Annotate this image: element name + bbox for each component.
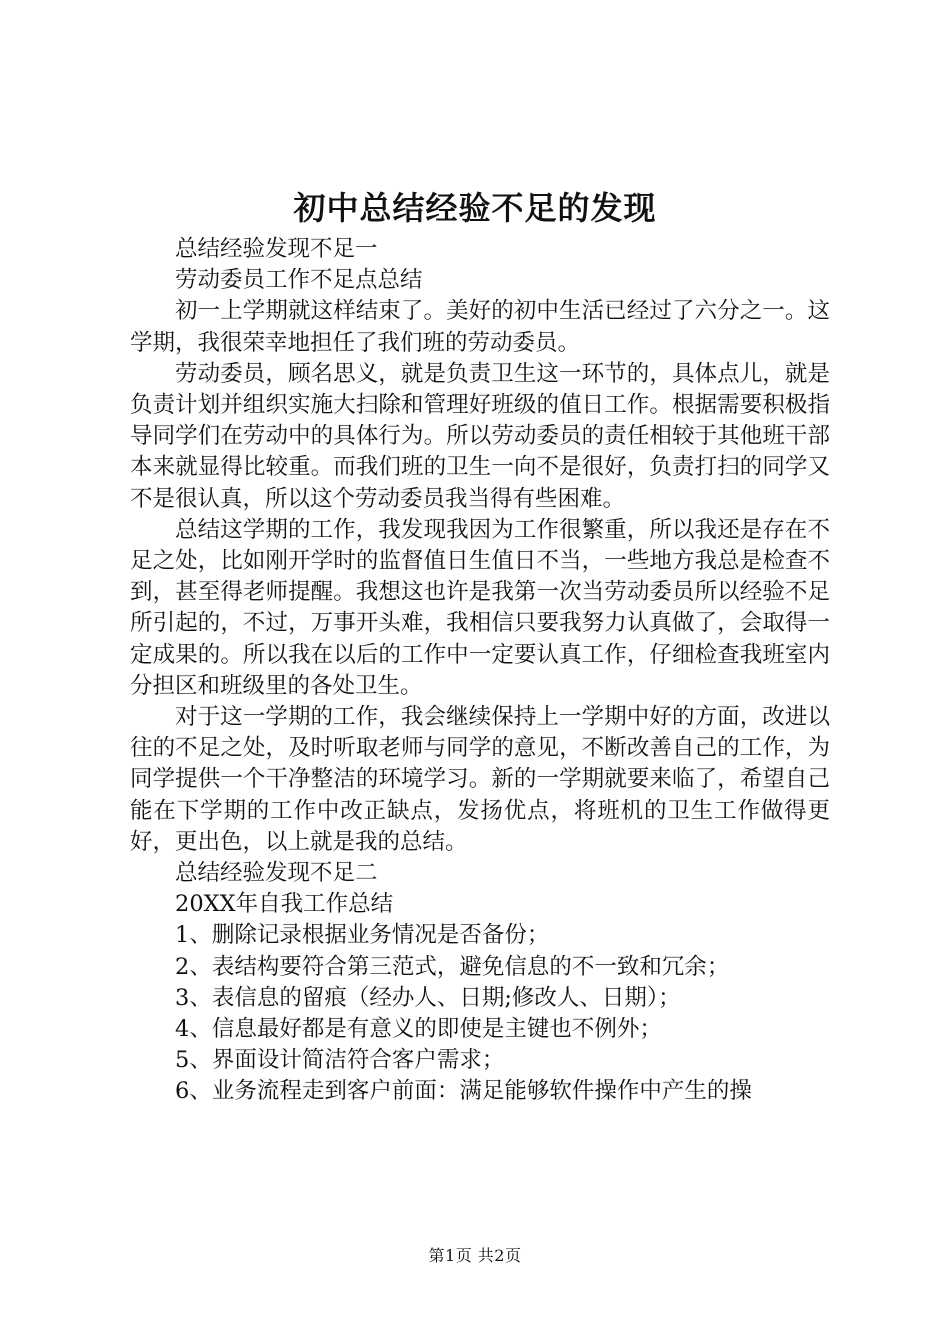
body-paragraph: 对于这一学期的工作，我会继续保持上一学期中好的方面，改进以往的不足之处，及时听取老师与同学的意见，不断改善自己的工作，为同学提供一个干净整洁的环境学习。新的一学期就要来临了，希望自己能在下学期的工作中改正缺点，发扬优点，将班机的卫生工作做得更好，更出色，以上就是我的总结。 <box>130 704 830 855</box>
list-item: 6、业务流程走到客户前面：满足能够软件操作中产生的操 <box>175 1078 752 1105</box>
list-item: 2、表结构要符合第三范式，避免信息的不一致和冗余； <box>175 953 730 980</box>
document-title: 初中总结经验不足的发现 <box>293 189 657 227</box>
body-paragraph: 总结这学期的工作，我发现我因为工作很繁重，所以我还是存在不足之处，比如刚开学时的监督值日生值日不当，一些地方我总是检查不到，甚至得老师提醒。我想这也许是我第一次当劳动委员所以经验不足所引起的，不过，万事开头难，我相信只要我努力认真做了，会取得一定成果的。所以我在以后的工作中一定要认真工作，仔细检查我班室内分担区和班级里的各处卫生。 <box>130 516 830 699</box>
list-item: 3、表信息的留痕（经办人、日期;修改人、日期）； <box>175 984 681 1011</box>
list-item: 5、界面设计简洁符合客户需求； <box>175 1047 505 1074</box>
page-number-footer: 第1页 共2页 <box>428 1246 522 1265</box>
subsection-heading: 劳动委员工作不足点总结 <box>175 267 423 294</box>
subsection-heading: 20XX年自我工作总结 <box>175 891 394 918</box>
body-paragraph: 劳动委员，顾名思义，就是负责卫生这一环节的，具体点儿，就是负责计划并组织实施大扫除和管理好班级的值日工作。根据需要积极指导同学们在劳动中的具体行为。所以劳动委员的责任相较于其他班干部本来就显得比较重。而我们班的卫生一向不是很好，负责打扫的同学又不是很认真，所以这个劳动委员我当得有些困难。 <box>130 360 830 512</box>
section-heading: 总结经验发现不足一 <box>175 236 378 262</box>
body-paragraph: 初一上学期就这样结束了。美好的初中生活已经过了六分之一。这学期，我很荣幸地担任了我们班的劳动委员。 <box>130 298 830 356</box>
list-item: 4、信息最好都是有意义的即使是主键也不例外； <box>175 1016 662 1043</box>
section-heading: 总结经验发现不足二 <box>175 860 378 887</box>
document-body <box>130 234 830 1108</box>
list-item: 1、删除记录根据业务情况是否备份； <box>175 922 550 949</box>
